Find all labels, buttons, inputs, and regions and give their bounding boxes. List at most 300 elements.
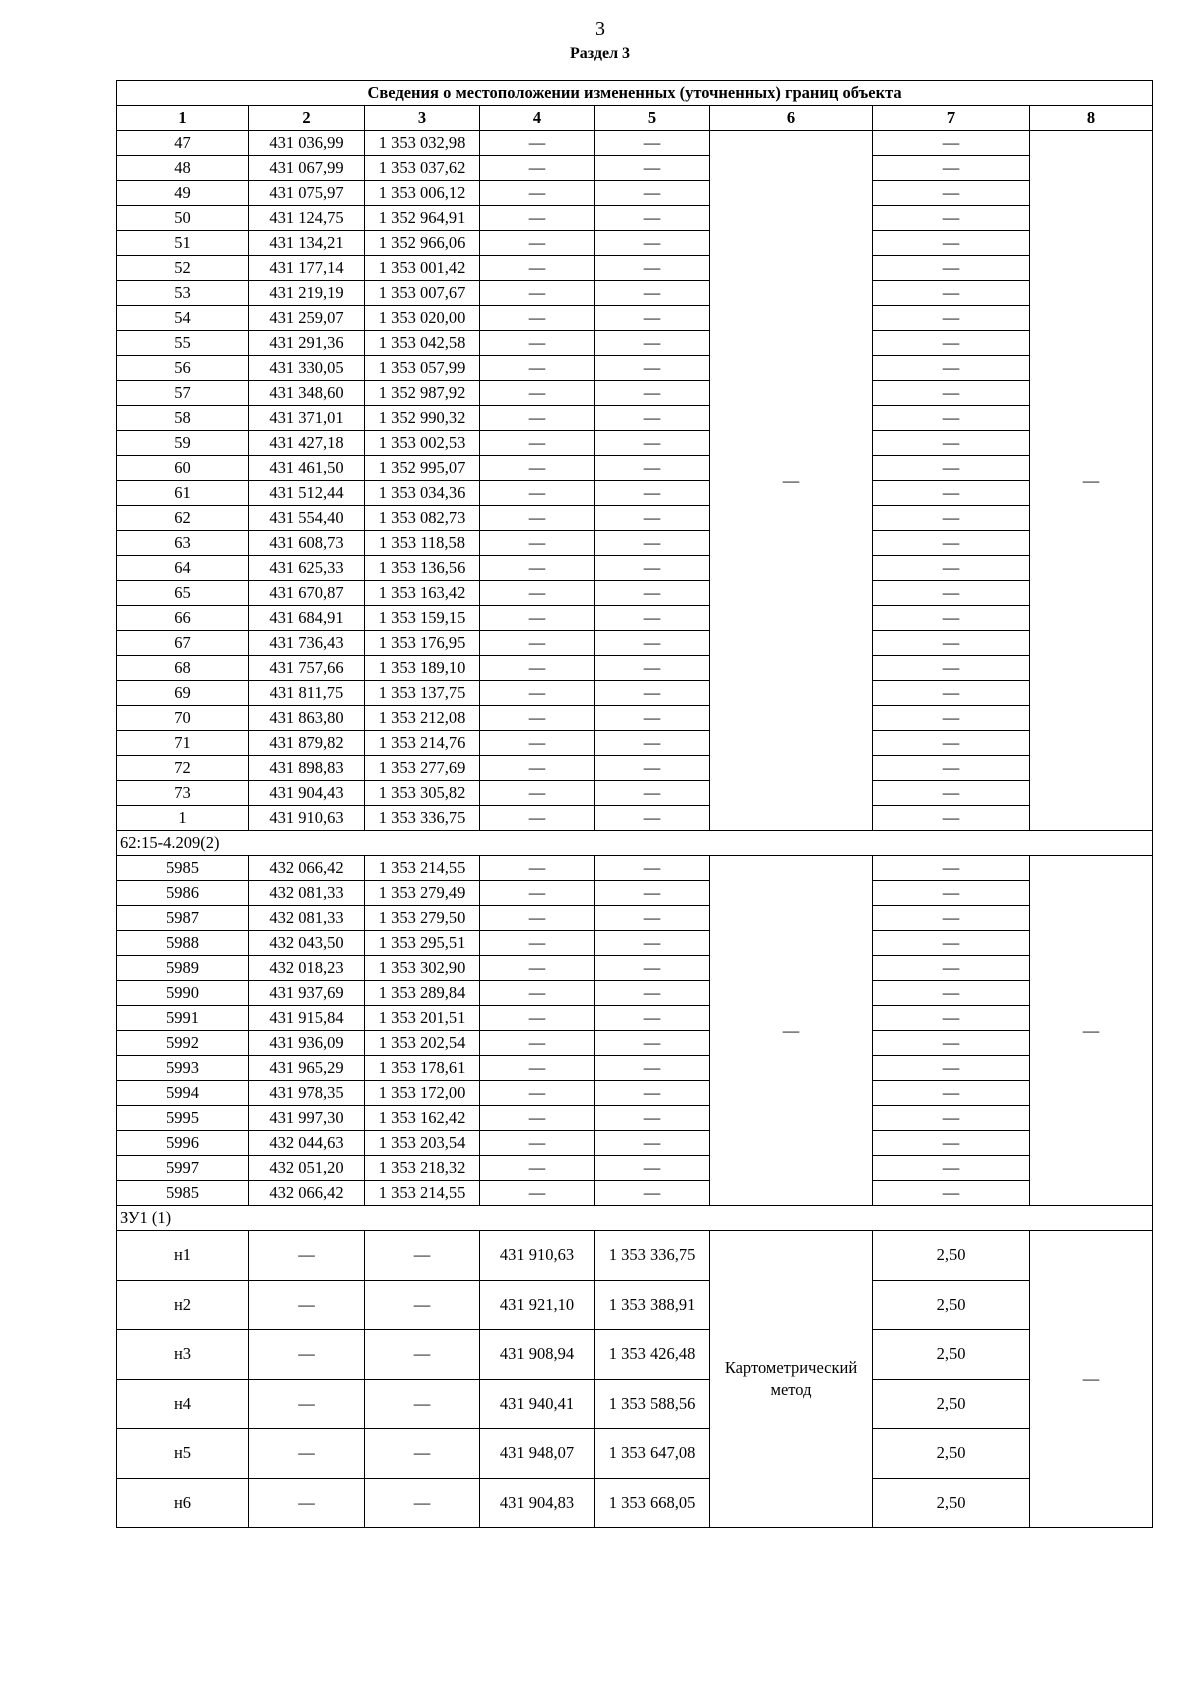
new-x-cell: — <box>480 356 595 381</box>
existing-y-cell: 1 353 218,32 <box>365 1156 480 1181</box>
existing-y-cell: 1 353 032,98 <box>365 131 480 156</box>
new-y-cell: — <box>595 581 710 606</box>
accuracy-cell: — <box>873 681 1030 706</box>
existing-x-cell: 431 036,99 <box>249 131 365 156</box>
table-row <box>117 406 1153 431</box>
new-y-cell: — <box>595 481 710 506</box>
existing-x-cell: 431 348,60 <box>249 381 365 406</box>
point-number-cell: 73 <box>117 781 249 806</box>
new-y-cell: — <box>595 206 710 231</box>
method-cell: — <box>710 856 873 1206</box>
existing-y-cell: 1 352 987,92 <box>365 381 480 406</box>
table-row <box>117 581 1153 606</box>
existing-x-cell: — <box>249 1330 365 1380</box>
point-number-cell: н4 <box>117 1379 249 1429</box>
new-x-cell: — <box>480 1106 595 1131</box>
existing-y-cell: 1 352 966,06 <box>365 231 480 256</box>
table-row <box>117 856 1153 881</box>
table-row <box>117 881 1153 906</box>
new-x-cell: — <box>480 281 595 306</box>
existing-y-cell: 1 353 178,61 <box>365 1056 480 1081</box>
existing-y-cell: 1 352 964,91 <box>365 206 480 231</box>
new-y-cell: 1 353 668,05 <box>595 1478 710 1528</box>
existing-x-cell: 431 757,66 <box>249 656 365 681</box>
point-number-cell: 56 <box>117 356 249 381</box>
section-title: Раздел 3 <box>569 45 631 62</box>
new-y-cell: — <box>595 1156 710 1181</box>
table-row <box>117 1330 1153 1380</box>
table-row <box>117 1006 1153 1031</box>
new-y-cell: — <box>595 231 710 256</box>
column-number-8: 8 <box>1030 106 1153 131</box>
point-number-cell: 5997 <box>117 1156 249 1181</box>
existing-x-cell: 432 081,33 <box>249 906 365 931</box>
table-row <box>117 606 1153 631</box>
new-x-cell: — <box>480 206 595 231</box>
point-number-cell: 5988 <box>117 931 249 956</box>
column-number-7: 7 <box>873 106 1030 131</box>
new-x-cell: — <box>480 556 595 581</box>
point-number-cell: н5 <box>117 1429 249 1479</box>
table-row <box>117 356 1153 381</box>
new-x-cell: — <box>480 806 595 831</box>
accuracy-cell: 2,50 <box>873 1231 1030 1281</box>
accuracy-cell: — <box>873 881 1030 906</box>
column-number-2: 2 <box>249 106 365 131</box>
existing-y-cell: — <box>365 1478 480 1528</box>
description-cell: — <box>1030 856 1153 1206</box>
table-row <box>117 256 1153 281</box>
existing-y-cell: 1 353 212,08 <box>365 706 480 731</box>
table-row <box>117 731 1153 756</box>
table-row <box>117 1081 1153 1106</box>
new-x-cell: — <box>480 656 595 681</box>
point-number-cell: 5986 <box>117 881 249 906</box>
point-number-cell: 62 <box>117 506 249 531</box>
accuracy-cell: — <box>873 131 1030 156</box>
table-row <box>117 156 1153 181</box>
existing-y-cell: 1 353 082,73 <box>365 506 480 531</box>
accuracy-cell: — <box>873 406 1030 431</box>
new-x-cell: — <box>480 1056 595 1081</box>
table-row <box>117 681 1153 706</box>
new-y-cell: — <box>595 806 710 831</box>
table-caption-row <box>117 81 1153 106</box>
new-x-cell: — <box>480 956 595 981</box>
accuracy-cell: 2,50 <box>873 1280 1030 1330</box>
description-cell: — <box>1030 1231 1153 1528</box>
existing-y-cell: 1 353 201,51 <box>365 1006 480 1031</box>
existing-x-cell: 432 043,50 <box>249 931 365 956</box>
point-number-cell: 71 <box>117 731 249 756</box>
existing-y-cell: 1 353 277,69 <box>365 756 480 781</box>
existing-x-cell: 431 608,73 <box>249 531 365 556</box>
point-number-cell: 5995 <box>117 1106 249 1131</box>
point-number-cell: 54 <box>117 306 249 331</box>
description-cell: — <box>1030 131 1153 831</box>
new-y-cell: — <box>595 656 710 681</box>
new-x-cell: — <box>480 681 595 706</box>
new-y-cell: — <box>595 681 710 706</box>
point-number-cell: н2 <box>117 1280 249 1330</box>
existing-y-cell: 1 353 042,58 <box>365 331 480 356</box>
new-x-cell: — <box>480 1031 595 1056</box>
new-y-cell: — <box>595 181 710 206</box>
existing-x-cell: 431 910,63 <box>249 806 365 831</box>
new-y-cell: — <box>595 731 710 756</box>
existing-x-cell: 431 177,14 <box>249 256 365 281</box>
table-row <box>117 1231 1153 1281</box>
accuracy-cell: — <box>873 1156 1030 1181</box>
existing-x-cell: 431 915,84 <box>249 1006 365 1031</box>
existing-x-cell: 432 044,63 <box>249 1131 365 1156</box>
point-number-cell: 53 <box>117 281 249 306</box>
accuracy-cell: — <box>873 856 1030 881</box>
accuracy-cell: — <box>873 806 1030 831</box>
new-y-cell: — <box>595 1081 710 1106</box>
existing-y-cell: 1 353 336,75 <box>365 806 480 831</box>
new-x-cell: — <box>480 931 595 956</box>
existing-y-cell: — <box>365 1379 480 1429</box>
existing-x-cell: — <box>249 1478 365 1528</box>
existing-y-cell: 1 353 037,62 <box>365 156 480 181</box>
existing-y-cell: 1 353 279,49 <box>365 881 480 906</box>
existing-x-cell: 432 018,23 <box>249 956 365 981</box>
existing-y-cell: — <box>365 1280 480 1330</box>
table-row <box>117 181 1153 206</box>
table-row <box>117 281 1153 306</box>
point-number-cell: н6 <box>117 1478 249 1528</box>
accuracy-cell: 2,50 <box>873 1330 1030 1380</box>
table-row <box>117 1429 1153 1479</box>
existing-x-cell: 431 736,43 <box>249 631 365 656</box>
boundary-coordinates-table <box>116 80 1153 1528</box>
existing-y-cell: 1 353 001,42 <box>365 256 480 281</box>
point-number-cell: 5994 <box>117 1081 249 1106</box>
existing-y-cell: 1 353 007,67 <box>365 281 480 306</box>
existing-x-cell: 431 461,50 <box>249 456 365 481</box>
point-number-cell: 55 <box>117 331 249 356</box>
column-number-row <box>117 106 1153 131</box>
existing-y-cell: — <box>365 1429 480 1479</box>
new-x-cell: 431 948,07 <box>480 1429 595 1479</box>
accuracy-cell: — <box>873 506 1030 531</box>
new-x-cell: — <box>480 706 595 731</box>
new-y-cell: — <box>595 556 710 581</box>
existing-x-cell: 432 066,42 <box>249 1181 365 1206</box>
table-row <box>117 481 1153 506</box>
accuracy-cell: — <box>873 1181 1030 1206</box>
new-x-cell: — <box>480 156 595 181</box>
new-x-cell: — <box>480 531 595 556</box>
table-row <box>117 1106 1153 1131</box>
new-y-cell: — <box>595 306 710 331</box>
table-row <box>117 431 1153 456</box>
new-x-cell: 431 921,10 <box>480 1280 595 1330</box>
table-row <box>117 956 1153 981</box>
table-row <box>117 456 1153 481</box>
table-row <box>117 656 1153 681</box>
accuracy-cell: — <box>873 706 1030 731</box>
table-row <box>117 231 1153 256</box>
table-row <box>117 781 1153 806</box>
accuracy-cell: — <box>873 931 1030 956</box>
new-y-cell: 1 353 426,48 <box>595 1330 710 1380</box>
new-x-cell: — <box>480 1181 595 1206</box>
point-number-cell: 48 <box>117 156 249 181</box>
group-header-row <box>117 831 1153 856</box>
existing-x-cell: 432 081,33 <box>249 881 365 906</box>
existing-x-cell: 431 625,33 <box>249 556 365 581</box>
new-y-cell: — <box>595 281 710 306</box>
table-row <box>117 706 1153 731</box>
table-row <box>117 531 1153 556</box>
new-y-cell: — <box>595 506 710 531</box>
existing-y-cell: 1 353 159,15 <box>365 606 480 631</box>
table-row <box>117 631 1153 656</box>
new-y-cell: — <box>595 1006 710 1031</box>
existing-x-cell: 431 811,75 <box>249 681 365 706</box>
new-x-cell: — <box>480 606 595 631</box>
existing-x-cell: 431 904,43 <box>249 781 365 806</box>
existing-x-cell: 431 124,75 <box>249 206 365 231</box>
accuracy-cell: — <box>873 1106 1030 1131</box>
existing-x-cell: — <box>249 1231 365 1281</box>
new-y-cell: — <box>595 981 710 1006</box>
point-number-cell: 5993 <box>117 1056 249 1081</box>
new-x-cell: — <box>480 131 595 156</box>
point-number-cell: 5990 <box>117 981 249 1006</box>
existing-x-cell: 431 219,19 <box>249 281 365 306</box>
new-x-cell: — <box>480 731 595 756</box>
point-number-cell: 58 <box>117 406 249 431</box>
new-x-cell: — <box>480 256 595 281</box>
page-number: 3 <box>595 18 605 40</box>
accuracy-cell: — <box>873 756 1030 781</box>
new-x-cell: — <box>480 756 595 781</box>
new-y-cell: — <box>595 256 710 281</box>
accuracy-cell: — <box>873 281 1030 306</box>
table-row <box>117 381 1153 406</box>
new-x-cell: — <box>480 456 595 481</box>
accuracy-cell: — <box>873 181 1030 206</box>
existing-y-cell: — <box>365 1330 480 1380</box>
existing-x-cell: — <box>249 1379 365 1429</box>
accuracy-cell: — <box>873 631 1030 656</box>
existing-x-cell: 431 978,35 <box>249 1081 365 1106</box>
existing-y-cell: 1 353 136,56 <box>365 556 480 581</box>
new-y-cell: — <box>595 531 710 556</box>
accuracy-cell: — <box>873 381 1030 406</box>
table-row <box>117 331 1153 356</box>
accuracy-cell: 2,50 <box>873 1429 1030 1479</box>
group-label: 62:15-4.209(2) <box>117 831 1153 856</box>
new-x-cell: — <box>480 1081 595 1106</box>
accuracy-cell: — <box>873 456 1030 481</box>
accuracy-cell: — <box>873 731 1030 756</box>
point-number-cell: 72 <box>117 756 249 781</box>
existing-y-cell: 1 353 295,51 <box>365 931 480 956</box>
existing-x-cell: 431 554,40 <box>249 506 365 531</box>
accuracy-cell: — <box>873 556 1030 581</box>
new-x-cell: — <box>480 406 595 431</box>
point-number-cell: 70 <box>117 706 249 731</box>
existing-x-cell: 431 371,01 <box>249 406 365 431</box>
group-header-row <box>117 1206 1153 1231</box>
existing-x-cell: — <box>249 1280 365 1330</box>
new-x-cell: — <box>480 781 595 806</box>
point-number-cell: 52 <box>117 256 249 281</box>
new-x-cell: — <box>480 306 595 331</box>
new-y-cell: — <box>595 1106 710 1131</box>
existing-y-cell: 1 353 189,10 <box>365 656 480 681</box>
point-number-cell: 51 <box>117 231 249 256</box>
accuracy-cell: — <box>873 981 1030 1006</box>
new-x-cell: — <box>480 881 595 906</box>
new-x-cell: — <box>480 631 595 656</box>
group-label: ЗУ1 (1) <box>117 1206 1153 1231</box>
new-x-cell: — <box>480 581 595 606</box>
existing-y-cell: 1 353 203,54 <box>365 1131 480 1156</box>
existing-y-cell: 1 353 137,75 <box>365 681 480 706</box>
table-row <box>117 506 1153 531</box>
existing-y-cell: 1 353 279,50 <box>365 906 480 931</box>
existing-x-cell: 431 291,36 <box>249 331 365 356</box>
table-row <box>117 981 1153 1006</box>
column-number-6: 6 <box>710 106 873 131</box>
point-number-cell: н1 <box>117 1231 249 1281</box>
new-x-cell: — <box>480 1006 595 1031</box>
existing-x-cell: 431 330,05 <box>249 356 365 381</box>
new-x-cell: 431 910,63 <box>480 1231 595 1281</box>
new-x-cell: — <box>480 506 595 531</box>
new-x-cell: 431 904,83 <box>480 1478 595 1528</box>
existing-y-cell: 1 353 057,99 <box>365 356 480 381</box>
point-number-cell: 64 <box>117 556 249 581</box>
accuracy-cell: — <box>873 581 1030 606</box>
point-number-cell: 67 <box>117 631 249 656</box>
point-number-cell: 59 <box>117 431 249 456</box>
existing-x-cell: 431 879,82 <box>249 731 365 756</box>
new-x-cell: — <box>480 331 595 356</box>
table-caption: Сведения о местоположении измененных (уточненных) границ объекта <box>117 81 1153 106</box>
point-number-cell: 5989 <box>117 956 249 981</box>
point-number-cell: 5996 <box>117 1131 249 1156</box>
point-number-cell: 5991 <box>117 1006 249 1031</box>
existing-y-cell: 1 353 006,12 <box>365 181 480 206</box>
table-row <box>117 1280 1153 1330</box>
existing-y-cell: 1 353 202,54 <box>365 1031 480 1056</box>
new-y-cell: — <box>595 631 710 656</box>
point-number-cell: 49 <box>117 181 249 206</box>
column-number-5: 5 <box>595 106 710 131</box>
new-y-cell: — <box>595 156 710 181</box>
existing-y-cell: 1 353 034,36 <box>365 481 480 506</box>
point-number-cell: 5987 <box>117 906 249 931</box>
existing-y-cell: 1 353 214,55 <box>365 1181 480 1206</box>
new-y-cell: — <box>595 431 710 456</box>
existing-x-cell: — <box>249 1429 365 1479</box>
new-x-cell: — <box>480 381 595 406</box>
table-row <box>117 1478 1153 1528</box>
existing-x-cell: 431 965,29 <box>249 1056 365 1081</box>
new-y-cell: — <box>595 1056 710 1081</box>
existing-x-cell: 431 259,07 <box>249 306 365 331</box>
existing-x-cell: 431 936,09 <box>249 1031 365 1056</box>
table-row <box>117 806 1153 831</box>
column-number-3: 3 <box>365 106 480 131</box>
table-row <box>117 131 1153 156</box>
accuracy-cell: — <box>873 306 1030 331</box>
accuracy-cell: — <box>873 1031 1030 1056</box>
point-number-cell: 50 <box>117 206 249 231</box>
table-row <box>117 1031 1153 1056</box>
existing-y-cell: 1 353 162,42 <box>365 1106 480 1131</box>
new-x-cell: — <box>480 481 595 506</box>
point-number-cell: 5985 <box>117 1181 249 1206</box>
table-row <box>117 1156 1153 1181</box>
point-number-cell: 69 <box>117 681 249 706</box>
new-y-cell: — <box>595 931 710 956</box>
existing-y-cell: 1 353 302,90 <box>365 956 480 981</box>
point-number-cell: 61 <box>117 481 249 506</box>
new-x-cell: — <box>480 1131 595 1156</box>
existing-x-cell: 431 937,69 <box>249 981 365 1006</box>
accuracy-cell: — <box>873 1081 1030 1106</box>
accuracy-cell: — <box>873 906 1030 931</box>
column-number-4: 4 <box>480 106 595 131</box>
existing-x-cell: 431 863,80 <box>249 706 365 731</box>
accuracy-cell: — <box>873 206 1030 231</box>
point-number-cell: 63 <box>117 531 249 556</box>
existing-y-cell: 1 352 995,07 <box>365 456 480 481</box>
existing-y-cell: 1 353 176,95 <box>365 631 480 656</box>
existing-y-cell: 1 353 172,00 <box>365 1081 480 1106</box>
accuracy-cell: — <box>873 531 1030 556</box>
new-x-cell: — <box>480 1156 595 1181</box>
existing-y-cell: 1 353 020,00 <box>365 306 480 331</box>
table-row <box>117 1131 1153 1156</box>
new-y-cell: — <box>595 856 710 881</box>
new-y-cell: — <box>595 606 710 631</box>
new-y-cell: 1 353 336,75 <box>595 1231 710 1281</box>
accuracy-cell: — <box>873 956 1030 981</box>
new-x-cell: — <box>480 981 595 1006</box>
method-cell: — <box>710 131 873 831</box>
table-row <box>117 931 1153 956</box>
existing-x-cell: 432 051,20 <box>249 1156 365 1181</box>
accuracy-cell: — <box>873 781 1030 806</box>
point-number-cell: 47 <box>117 131 249 156</box>
new-y-cell: — <box>595 1131 710 1156</box>
new-x-cell: — <box>480 181 595 206</box>
table-row <box>117 1056 1153 1081</box>
new-y-cell: — <box>595 456 710 481</box>
accuracy-cell: — <box>873 606 1030 631</box>
table-row <box>117 756 1153 781</box>
existing-y-cell: 1 353 214,76 <box>365 731 480 756</box>
table-row <box>117 306 1153 331</box>
existing-x-cell: 431 427,18 <box>249 431 365 456</box>
point-number-cell: н3 <box>117 1330 249 1380</box>
existing-x-cell: 431 898,83 <box>249 756 365 781</box>
accuracy-cell: — <box>873 431 1030 456</box>
point-number-cell: 5985 <box>117 856 249 881</box>
point-number-cell: 68 <box>117 656 249 681</box>
column-number-1: 1 <box>117 106 249 131</box>
point-number-cell: 1 <box>117 806 249 831</box>
existing-x-cell: 431 997,30 <box>249 1106 365 1131</box>
